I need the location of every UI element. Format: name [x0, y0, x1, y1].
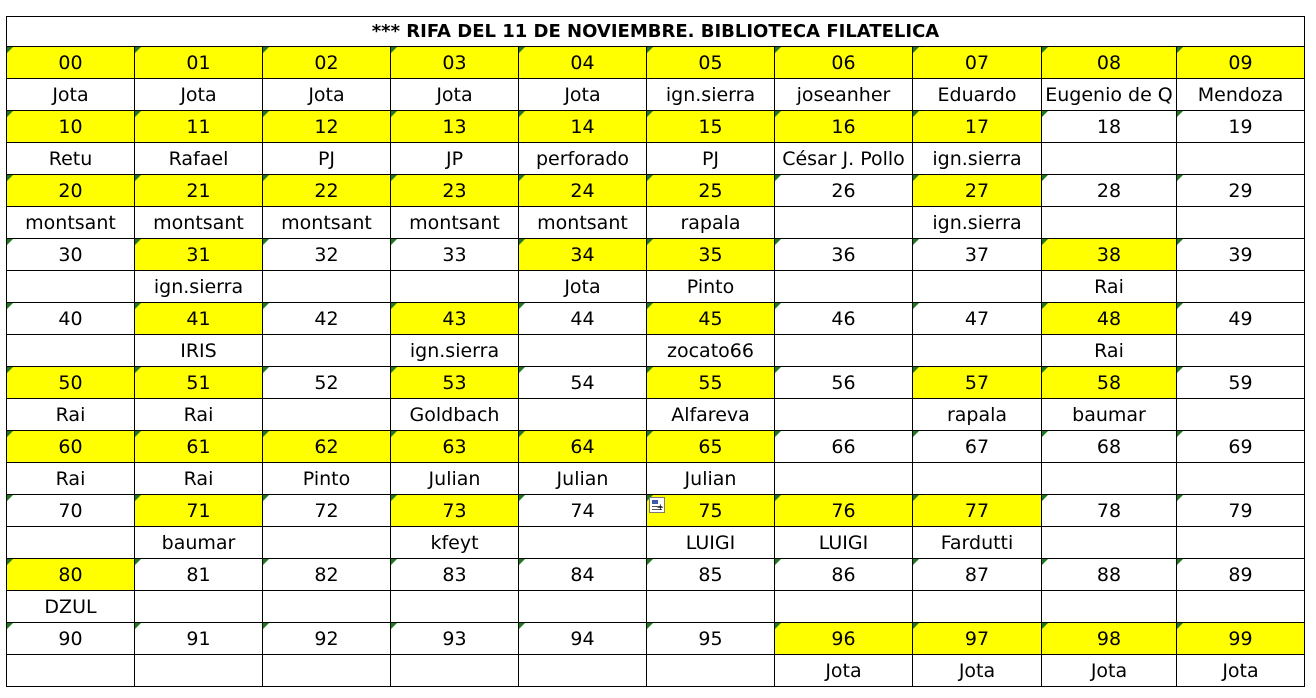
participant-name-cell[interactable]: baumar: [1042, 399, 1177, 431]
raffle-number-cell[interactable]: 45: [647, 303, 775, 335]
participant-name-cell[interactable]: [519, 591, 647, 623]
raffle-number-cell[interactable]: 41: [135, 303, 263, 335]
participant-name-cell[interactable]: [913, 591, 1042, 623]
raffle-number-cell[interactable]: 96: [775, 623, 913, 655]
raffle-number-cell[interactable]: 51: [135, 367, 263, 399]
raffle-number-cell[interactable]: 52: [263, 367, 391, 399]
sheet-title[interactable]: *** RIFA DEL 11 DE NOVIEMBRE. BIBLIOTECA FILATELICA: [7, 17, 1305, 47]
raffle-number-cell[interactable]: 78: [1042, 495, 1177, 527]
raffle-number-cell[interactable]: 02: [263, 47, 391, 79]
name-row: [7, 655, 1305, 687]
participant-name-cell[interactable]: joseanher: [775, 79, 913, 111]
name-row: [7, 399, 1305, 431]
participant-name-cell[interactable]: ign.sierra: [913, 207, 1042, 239]
participant-name-cell[interactable]: Jota: [263, 79, 391, 111]
participant-name-cell[interactable]: [263, 399, 391, 431]
raffle-number-cell[interactable]: 10: [7, 111, 135, 143]
participant-name-cell[interactable]: [263, 527, 391, 559]
title-row: [7, 17, 1305, 47]
raffle-number-cell[interactable]: 44: [519, 303, 647, 335]
raffle-number-cell[interactable]: 79: [1177, 495, 1305, 527]
participant-name-cell[interactable]: [775, 207, 913, 239]
raffle-number-cell[interactable]: 95: [647, 623, 775, 655]
raffle-number-cell[interactable]: 20: [7, 175, 135, 207]
participant-name-cell[interactable]: montsant: [391, 207, 519, 239]
participant-name-cell[interactable]: Eduardo: [913, 79, 1042, 111]
name-row: [7, 591, 1305, 623]
name-row: [7, 79, 1305, 111]
raffle-number-cell[interactable]: 22: [263, 175, 391, 207]
raffle-number-cell[interactable]: 27: [913, 175, 1042, 207]
name-row: [7, 463, 1305, 495]
participant-name-cell[interactable]: Rai: [1042, 271, 1177, 303]
participant-name-cell[interactable]: [775, 335, 913, 367]
raffle-number-cell[interactable]: 59: [1177, 367, 1305, 399]
participant-name-cell[interactable]: Rai: [135, 399, 263, 431]
participant-name-cell[interactable]: ign.sierra: [913, 143, 1042, 175]
participant-name-cell[interactable]: Jota: [7, 79, 135, 111]
participant-name-cell[interactable]: Jota: [1042, 655, 1177, 687]
raffle-number-cell[interactable]: 94: [519, 623, 647, 655]
participant-name-cell[interactable]: ign.sierra: [135, 271, 263, 303]
participant-name-cell[interactable]: Julian: [647, 463, 775, 495]
raffle-number-cell[interactable]: 19: [1177, 111, 1305, 143]
raffle-number-cell[interactable]: 81: [135, 559, 263, 591]
paste-options-icon[interactable]: +: [649, 497, 665, 513]
raffle-number-cell[interactable]: 46: [775, 303, 913, 335]
participant-name-cell[interactable]: Jota: [135, 79, 263, 111]
participant-name-cell[interactable]: [1177, 143, 1305, 175]
raffle-number-cell[interactable]: 83: [391, 559, 519, 591]
raffle-number-cell[interactable]: 48: [1042, 303, 1177, 335]
raffle-number-cell[interactable]: 77: [913, 495, 1042, 527]
raffle-number-cell[interactable]: 97: [913, 623, 1042, 655]
raffle-number-cell[interactable]: 47: [913, 303, 1042, 335]
raffle-number-cell[interactable]: 91: [135, 623, 263, 655]
participant-name-cell[interactable]: rapala: [647, 207, 775, 239]
raffle-number-cell[interactable]: 87: [913, 559, 1042, 591]
raffle-number-cell[interactable]: 53: [391, 367, 519, 399]
raffle-number-cell[interactable]: 24: [519, 175, 647, 207]
number-row: [7, 111, 1305, 143]
participant-name-cell[interactable]: [775, 271, 913, 303]
raffle-number-cell[interactable]: 15: [647, 111, 775, 143]
raffle-number-cell[interactable]: 98: [1042, 623, 1177, 655]
raffle-number-cell[interactable]: 30: [7, 239, 135, 271]
raffle-number-cell[interactable]: 68: [1042, 431, 1177, 463]
raffle-sheet: [6, 16, 1305, 687]
participant-name-cell[interactable]: ign.sierra: [647, 79, 775, 111]
participant-name-cell[interactable]: Fardutti: [913, 527, 1042, 559]
name-row: [7, 207, 1305, 239]
name-row: [7, 143, 1305, 175]
raffle-number-cell[interactable]: 18: [1042, 111, 1177, 143]
raffle-number-cell[interactable]: 33: [391, 239, 519, 271]
number-row: [7, 239, 1305, 271]
participant-name-cell[interactable]: LUIGI: [775, 527, 913, 559]
raffle-number-cell[interactable]: 05: [647, 47, 775, 79]
participant-name-cell[interactable]: César J. Pollo: [775, 143, 913, 175]
raffle-number-cell[interactable]: 92: [263, 623, 391, 655]
participant-name-cell[interactable]: [135, 591, 263, 623]
number-row: [7, 367, 1305, 399]
raffle-number-cell[interactable]: 64: [519, 431, 647, 463]
participant-name-cell[interactable]: [1177, 399, 1305, 431]
raffle-number-cell[interactable]: 14: [519, 111, 647, 143]
raffle-number-cell[interactable]: 26: [775, 175, 913, 207]
raffle-number-cell[interactable]: 80: [7, 559, 135, 591]
participant-name-cell[interactable]: Julian: [519, 463, 647, 495]
raffle-number-cell[interactable]: 88: [1042, 559, 1177, 591]
raffle-number-cell[interactable]: 07: [913, 47, 1042, 79]
participant-name-cell[interactable]: [1177, 527, 1305, 559]
raffle-number-cell[interactable]: 00: [7, 47, 135, 79]
raffle-number-cell[interactable]: 25: [647, 175, 775, 207]
participant-name-cell[interactable]: [7, 527, 135, 559]
raffle-number-cell[interactable]: 37: [913, 239, 1042, 271]
raffle-number-cell[interactable]: 76: [775, 495, 913, 527]
raffle-number-cell[interactable]: 60: [7, 431, 135, 463]
participant-name-cell[interactable]: zocato66: [647, 335, 775, 367]
raffle-number-cell[interactable]: 73: [391, 495, 519, 527]
participant-name-cell[interactable]: DZUL: [7, 591, 135, 623]
raffle-number-cell[interactable]: 39: [1177, 239, 1305, 271]
participant-name-cell[interactable]: [913, 335, 1042, 367]
raffle-number-cell[interactable]: 93: [391, 623, 519, 655]
raffle-number-cell[interactable]: 31: [135, 239, 263, 271]
raffle-number-cell[interactable]: 55: [647, 367, 775, 399]
raffle-number-cell[interactable]: 56: [775, 367, 913, 399]
participant-name-cell[interactable]: Jota: [519, 79, 647, 111]
raffle-number-cell[interactable]: 08: [1042, 47, 1177, 79]
participant-name-cell[interactable]: PJ: [263, 143, 391, 175]
participant-name-cell[interactable]: [7, 335, 135, 367]
participant-name-cell[interactable]: montsant: [135, 207, 263, 239]
participant-name-cell[interactable]: [7, 271, 135, 303]
participant-name-cell[interactable]: [263, 271, 391, 303]
participant-name-cell[interactable]: [647, 591, 775, 623]
participant-name-cell[interactable]: [647, 655, 775, 687]
raffle-number-cell[interactable]: 71: [135, 495, 263, 527]
raffle-number-cell[interactable]: 28: [1042, 175, 1177, 207]
participant-name-cell[interactable]: LUIGI: [647, 527, 775, 559]
raffle-number-cell[interactable]: 90: [7, 623, 135, 655]
participant-name-cell[interactable]: Retu: [7, 143, 135, 175]
participant-name-cell[interactable]: [913, 463, 1042, 495]
raffle-number-cell[interactable]: 82: [263, 559, 391, 591]
raffle-number-cell[interactable]: 75: [647, 495, 775, 527]
participant-name-cell[interactable]: Jota: [391, 79, 519, 111]
participant-name-cell[interactable]: [7, 655, 135, 687]
raffle-number-cell[interactable]: 61: [135, 431, 263, 463]
participant-name-cell[interactable]: [1177, 591, 1305, 623]
raffle-number-cell[interactable]: 34: [519, 239, 647, 271]
raffle-number-cell[interactable]: 57: [913, 367, 1042, 399]
raffle-number-cell[interactable]: 86: [775, 559, 913, 591]
name-row: [7, 335, 1305, 367]
participant-name-cell[interactable]: ign.sierra: [391, 335, 519, 367]
participant-name-cell[interactable]: [391, 655, 519, 687]
participant-name-cell[interactable]: [519, 335, 647, 367]
participant-name-cell[interactable]: [1177, 207, 1305, 239]
raffle-number-cell[interactable]: 17: [913, 111, 1042, 143]
participant-name-cell[interactable]: [775, 399, 913, 431]
participant-name-cell[interactable]: Pinto: [647, 271, 775, 303]
participant-name-cell[interactable]: PJ: [647, 143, 775, 175]
raffle-number-cell[interactable]: 67: [913, 431, 1042, 463]
raffle-number-cell[interactable]: 49: [1177, 303, 1305, 335]
participant-name-cell[interactable]: Rafael: [135, 143, 263, 175]
raffle-number-cell[interactable]: 54: [519, 367, 647, 399]
participant-name-cell[interactable]: montsant: [519, 207, 647, 239]
raffle-number-cell[interactable]: 85: [647, 559, 775, 591]
participant-name-cell[interactable]: Goldbach: [391, 399, 519, 431]
participant-name-cell[interactable]: Jota: [519, 271, 647, 303]
raffle-number-cell[interactable]: 43: [391, 303, 519, 335]
raffle-number-cell[interactable]: 35: [647, 239, 775, 271]
participant-name-cell[interactable]: Jota: [1177, 655, 1305, 687]
participant-name-cell[interactable]: [1042, 143, 1177, 175]
participant-name-cell[interactable]: [135, 655, 263, 687]
participant-name-cell[interactable]: [519, 399, 647, 431]
participant-name-cell[interactable]: JP: [391, 143, 519, 175]
raffle-number-cell[interactable]: 03: [391, 47, 519, 79]
raffle-number-cell[interactable]: 36: [775, 239, 913, 271]
raffle-number-cell[interactable]: 04: [519, 47, 647, 79]
raffle-number-cell[interactable]: 72: [263, 495, 391, 527]
number-row: [7, 303, 1305, 335]
participant-name-cell[interactable]: [1042, 527, 1177, 559]
number-row: [7, 175, 1305, 207]
raffle-number-cell[interactable]: 42: [263, 303, 391, 335]
participant-name-cell[interactable]: montsant: [7, 207, 135, 239]
participant-name-cell[interactable]: [1177, 271, 1305, 303]
name-row: [7, 271, 1305, 303]
raffle-number-cell[interactable]: 29: [1177, 175, 1305, 207]
participant-name-cell[interactable]: kfeyt: [391, 527, 519, 559]
participant-name-cell[interactable]: Pinto: [263, 463, 391, 495]
participant-name-cell[interactable]: Rai: [7, 399, 135, 431]
raffle-number-cell[interactable]: 38: [1042, 239, 1177, 271]
raffle-number-cell[interactable]: 69: [1177, 431, 1305, 463]
participant-name-cell[interactable]: montsant: [263, 207, 391, 239]
name-row: [7, 527, 1305, 559]
participant-name-cell[interactable]: Rai: [7, 463, 135, 495]
participant-name-cell[interactable]: [1042, 463, 1177, 495]
raffle-number-cell[interactable]: 09: [1177, 47, 1305, 79]
raffle-number-cell[interactable]: 32: [263, 239, 391, 271]
participant-name-cell[interactable]: [913, 271, 1042, 303]
participant-name-cell[interactable]: [1042, 207, 1177, 239]
raffle-number-cell[interactable]: 11: [135, 111, 263, 143]
participant-name-cell[interactable]: [263, 591, 391, 623]
participant-name-cell[interactable]: [391, 591, 519, 623]
number-row: [7, 623, 1305, 655]
raffle-number-cell[interactable]: 66: [775, 431, 913, 463]
participant-name-cell[interactable]: perforado: [519, 143, 647, 175]
participant-name-cell[interactable]: [263, 335, 391, 367]
raffle-number-cell[interactable]: 65: [647, 431, 775, 463]
raffle-number-cell[interactable]: 63: [391, 431, 519, 463]
participant-name-cell[interactable]: Eugenio de Q: [1042, 79, 1177, 111]
participant-name-cell[interactable]: Jota: [913, 655, 1042, 687]
raffle-number-cell[interactable]: 13: [391, 111, 519, 143]
participant-name-cell[interactable]: IRIS: [135, 335, 263, 367]
raffle-number-cell[interactable]: 12: [263, 111, 391, 143]
number-row: [7, 559, 1305, 591]
participant-name-cell[interactable]: [775, 591, 913, 623]
participant-name-cell[interactable]: [519, 655, 647, 687]
raffle-number-cell[interactable]: 70: [7, 495, 135, 527]
participant-name-cell[interactable]: [519, 527, 647, 559]
raffle-number-cell[interactable]: 84: [519, 559, 647, 591]
participant-name-cell[interactable]: rapala: [913, 399, 1042, 431]
participant-name-cell[interactable]: [1177, 335, 1305, 367]
raffle-number-cell[interactable]: 50: [7, 367, 135, 399]
participant-name-cell[interactable]: Rai: [1042, 335, 1177, 367]
raffle-number-cell[interactable]: 06: [775, 47, 913, 79]
participant-name-cell[interactable]: Alfareva: [647, 399, 775, 431]
participant-name-cell[interactable]: [1042, 591, 1177, 623]
raffle-number-cell[interactable]: 01: [135, 47, 263, 79]
number-row: [7, 431, 1305, 463]
raffle-number-cell[interactable]: 89: [1177, 559, 1305, 591]
participant-name-cell[interactable]: Julian: [391, 463, 519, 495]
raffle-number-cell[interactable]: 23: [391, 175, 519, 207]
participant-name-cell[interactable]: Mendoza: [1177, 79, 1305, 111]
raffle-number-cell[interactable]: 74: [519, 495, 647, 527]
raffle-number-cell[interactable]: 40: [7, 303, 135, 335]
participant-name-cell[interactable]: [1177, 463, 1305, 495]
participant-name-cell[interactable]: baumar: [135, 527, 263, 559]
raffle-number-cell[interactable]: 16: [775, 111, 913, 143]
participant-name-cell[interactable]: Jota: [775, 655, 913, 687]
number-row: [7, 47, 1305, 79]
raffle-number-cell[interactable]: 58: [1042, 367, 1177, 399]
participant-name-cell[interactable]: Rai: [135, 463, 263, 495]
raffle-number-cell[interactable]: 99: [1177, 623, 1305, 655]
raffle-number-cell[interactable]: 21: [135, 175, 263, 207]
raffle-number-cell[interactable]: 62: [263, 431, 391, 463]
participant-name-cell[interactable]: [391, 271, 519, 303]
participant-name-cell[interactable]: [263, 655, 391, 687]
participant-name-cell[interactable]: [775, 463, 913, 495]
